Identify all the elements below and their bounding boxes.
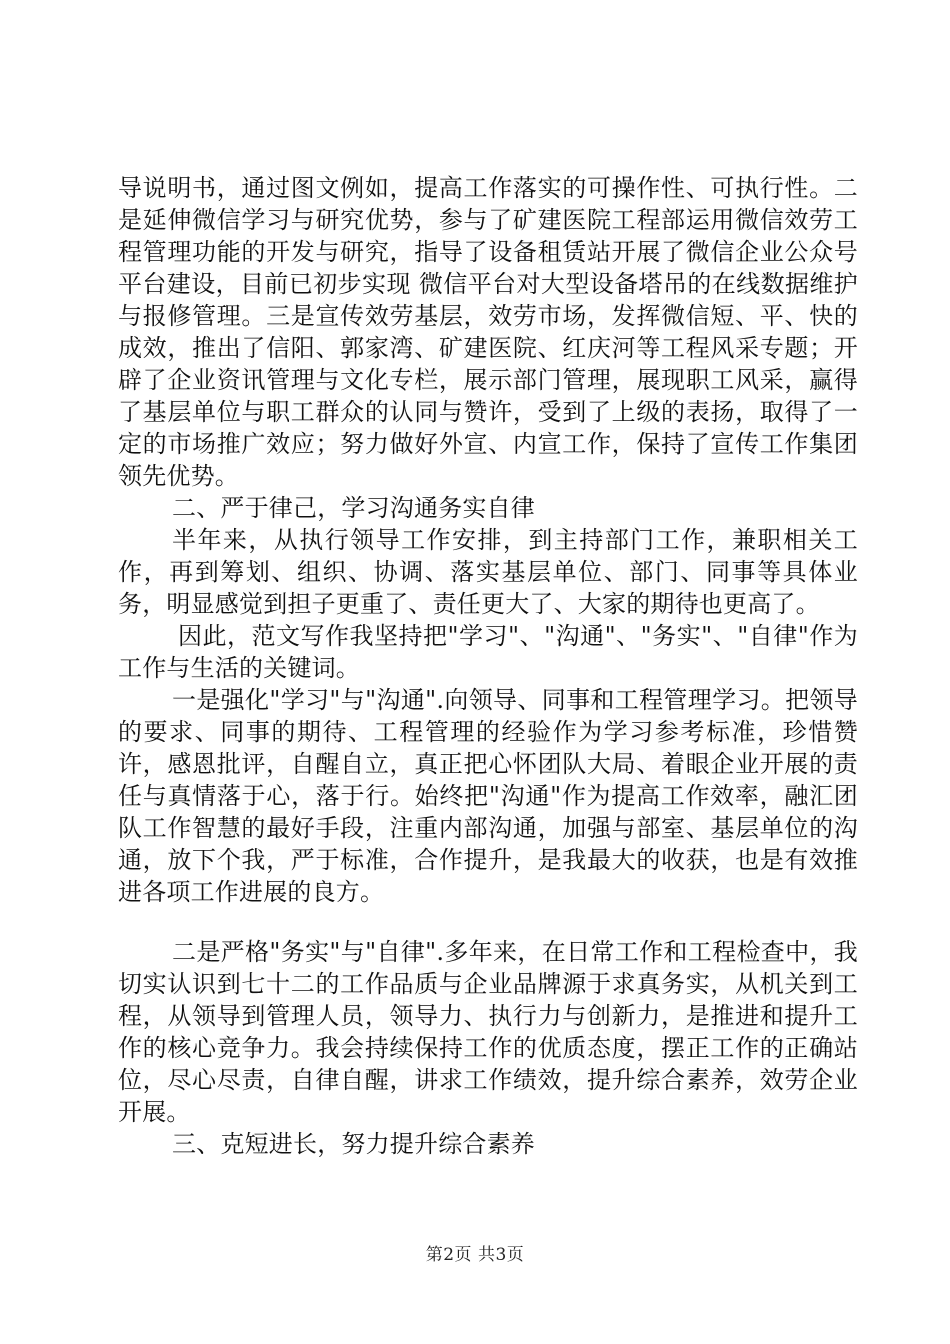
document-body — [118, 172, 858, 1160]
paragraph-continuation: 导说明书，通过图文例如，提高工作落实的可操作性、可执行性。二是延伸微信学习与研究优势，参与了矿建医院工程部运用微信效劳工程管理功能的开发与研究，指导了设备租赁站开展了微信企业公众号平台建设，目前已初步实现 微信平台对大型设备塔吊的在线数据维护与报修管理。三是宣传效劳基层，效劳市场，发挥微信短、平、快的成效，推出了信阳、郭家湾、矿建医院、红庆河等工程风采专题；开辟了企业资讯管理与文化专栏，展示部门管理，展现职工风采，赢得了基层单位与职工群众的认同与赞许，受到了上级的表扬，取得了一定的市场推广效应；努力做好外宣、内宣工作，保持了宣传工作集团领先优势。 — [118, 174, 858, 490]
section-heading-2: 二、严于律己，学习沟通务实自律 — [172, 494, 535, 522]
paragraph-gap — [118, 908, 858, 936]
paragraph-study-communication: 一是强化"学习"与"沟通".向领导、同事和工程管理学习。把领导的要求、同事的期待、工程管理的经验作为学习参考标准，珍惜赞许，感恩批评，自醒自立，真正把心怀团队大局、着眼企业开展的责任与真情落于心，落于行。始终把"沟通"作为提高工作效率，融汇团队工作智慧的最好手段，注重内部沟通，加强与部室、基层单位的沟通，放下个我，严于标准，合作提升，是我最大的收获，也是有效推进各项工作进展的良方。 — [118, 686, 858, 906]
section-heading-3: 三、克短进长，努力提升综合素养 — [172, 1130, 535, 1158]
paragraph-practical-discipline: 二是严格"务实"与"自律".多年来，在日常工作和工程检查中，我切实认识到七十二的工作品质与企业品牌源于求真务实，从机关到工程，从领导到管理人员，领导力、执行力与创新力，是推进和提升工作的核心竞争力。我会持续保持工作的优质态度，摆正工作的正确站位，尽心尽责，自律自醒，讲求工作绩效，提升综合素养，效劳企业开展。 — [118, 938, 858, 1126]
page-footer: 第2页 共3页 — [425, 1245, 525, 1265]
paragraph-half-year: 半年来，从执行领导工作安排，到主持部门工作，兼职相关工作，再到筹划、组织、协调、落实基层单位、部门、同事等具体业务，明显感觉到担子更重了、责任更大了、大家的期待也更高了。 — [118, 526, 858, 618]
paragraph-keywords: 因此，范文写作我坚持把"学习"、"沟通"、"务实"、"自律"作为工作与生活的关键词。 — [118, 622, 858, 682]
